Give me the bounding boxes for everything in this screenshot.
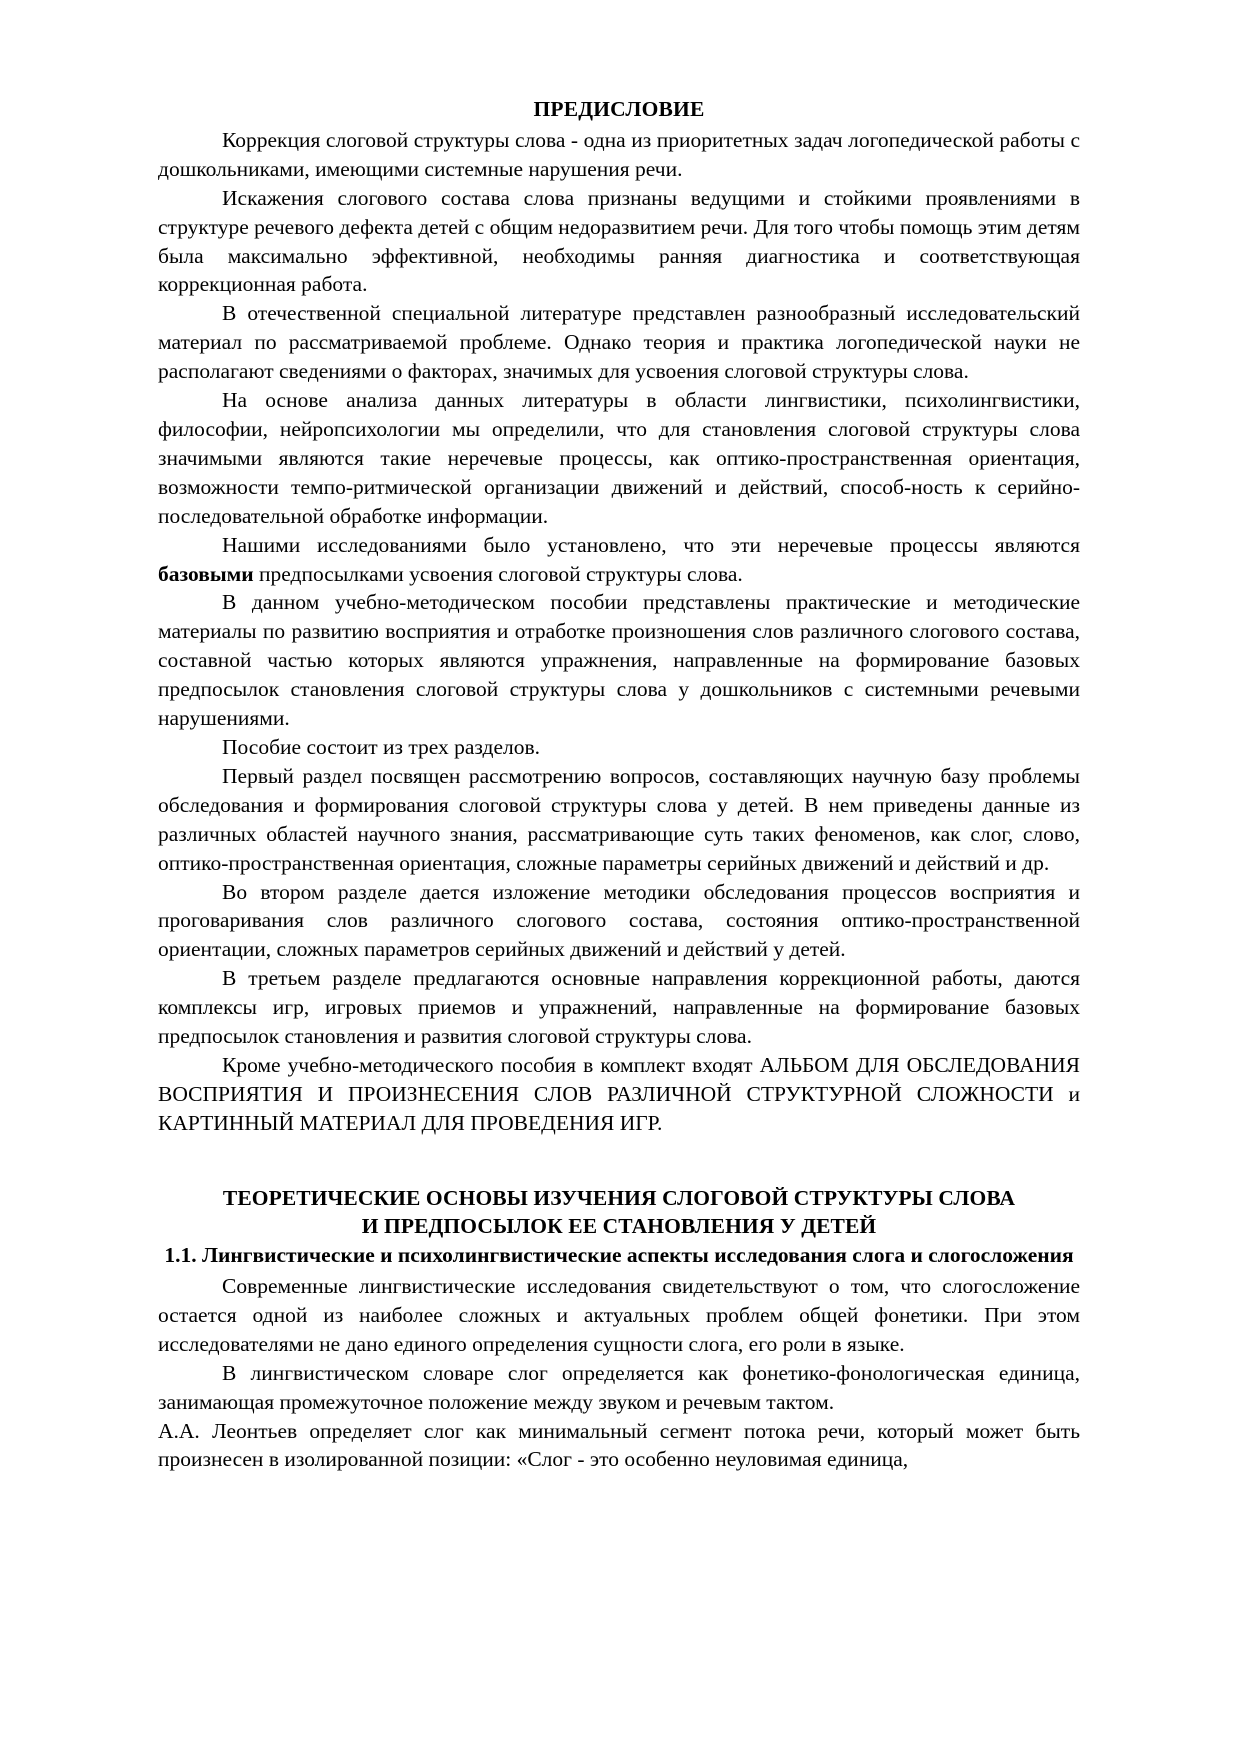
bold-term-bazovymi: базовыми bbox=[158, 561, 254, 586]
paragraph-5-lead: Нашими исследованиями было установлено, что эти неречевые процессы являются bbox=[222, 532, 1080, 557]
paragraph-5-tail: предпосылками усвоения слоговой структуры слова. bbox=[253, 561, 743, 586]
paragraph-2: Искажения слогового состава слова признаны ведущими и стойкими проявлениями в структуре речевого дефекта детей с общим недоразвитием речи. Для того чтобы помощь этим детям была максимально эффективной, необходимы ранняя диагностика и соответствующая коррекционная работа. bbox=[158, 185, 1080, 297]
page-title: ПРЕДИСЛОВИЕ bbox=[533, 97, 705, 121]
paragraph-1: Коррекция слоговой структуры слова - одна из приоритетных задач логопедической работы с дошкольниками, имеющими системные нарушения речи. bbox=[158, 127, 1080, 181]
paragraph-9: Во втором разделе дается изложение методики обследования процессов восприятия и проговаривания слов различного слогового состава, состояния оптико-пространственной ориентации, сложных параметров серийных движений и действий у детей. bbox=[158, 879, 1080, 962]
section-heading-line-2: И ПРЕДПОСЫЛОК ЕЕ СТАНОВЛЕНИЯ У ДЕТЕЙ bbox=[361, 1214, 877, 1239]
subsection-heading-1-1: 1.1. Лингвистические и психолингвистические аспекты исследования слога и слогосложения bbox=[164, 1243, 1074, 1268]
paragraph-14: А.А. Леонтьев определяет слог как минимальный сегмент потока речи, который может быть произнесен в изолированной позиции: «Слог - это особенно неуловимая единица, bbox=[158, 1418, 1080, 1472]
page-content bbox=[158, 96, 1080, 1474]
paragraph-6: В данном учебно-методическом пособии представлены практические и методические материалы по развитию восприятия и отработке произношения слов различного слогового состава, составной частью которых являются упражнения, направленные на формирование базовых предпосылок становления слоговой структуры слова у дошкольников с системными речевыми нарушениями. bbox=[158, 590, 1080, 731]
paragraph-11: Кроме учебно-методического пособия в комплект входят АЛЬБОМ ДЛЯ ОБСЛЕДОВАНИЯ ВОСПРИЯТИЯ И ПРОИЗНЕСЕНИЯ СЛОВ РАЗЛИЧНОЙ СТРУКТУРНОЙ СЛОЖНОСТИ и КАРТИННЫЙ МАТЕРИАЛ ДЛЯ ПРОВЕДЕНИЯ ИГР. bbox=[158, 1052, 1080, 1135]
paragraph-12: Современные лингвистические исследования свидетельствуют о том, что слогосложение остается одной из наиболее сложных и актуальных проблем общей фонетики. При этом исследователями не дано единого определения сущности слога, его роли в языке. bbox=[158, 1274, 1080, 1356]
paragraph-7: Пособие состоит из трех разделов. bbox=[222, 734, 541, 759]
paragraph-4: На основе анализа данных литературы в области лингвистики, психолингвистики, философии, нейропсихологии мы определили, что для становления слоговой структуры слова значимыми являются такие неречевые процессы, как оптико-пространственная ориентация, возможности темпо-ритмической организации движений и действий, способ-ность к серийно-последовательной обработке информации. bbox=[158, 388, 1080, 528]
section-heading-line-1: ТЕОРЕТИЧЕСКИЕ ОСНОВЫ ИЗУЧЕНИЯ СЛОГОВОЙ СТРУКТУРЫ СЛОВА bbox=[222, 1185, 1016, 1210]
paragraph-10: В третьем разделе предлагаются основные направления коррекционной работы, даются комплексы игр, игровых приемов и упражнений, направленные на формирование базовых предпосылок становления и развития слоговой структуры слова. bbox=[158, 966, 1080, 1049]
paragraph-8: Первый раздел посвящен рассмотрению вопросов, составляющих научную базу проблемы обследования и формирования слоговой структуры слова у детей. В нем приведены данные из различных областей научного знания, рассматривающие суть таких феноменов, как слог, слово, оптико-пространственная ориентация, сложные параметры серийных движений и действий и др. bbox=[158, 763, 1080, 875]
section-spacer bbox=[158, 1138, 1080, 1184]
paragraph-13: В лингвистическом словаре слог определяется как фонетико-фонологическая единица, занимающая промежуточное положение между звуком и речевым тактом. bbox=[158, 1360, 1080, 1414]
paragraph-5-with-bold bbox=[158, 531, 1080, 589]
paragraph-3: В отечественной специальной литературе представлен разнообразный исследовательский материал по рассматриваемой проблеме. Однако теория и практика логопедической науки не располагают сведениями о факторах, значимых для усвоения слоговой структуры слова. bbox=[158, 301, 1080, 384]
